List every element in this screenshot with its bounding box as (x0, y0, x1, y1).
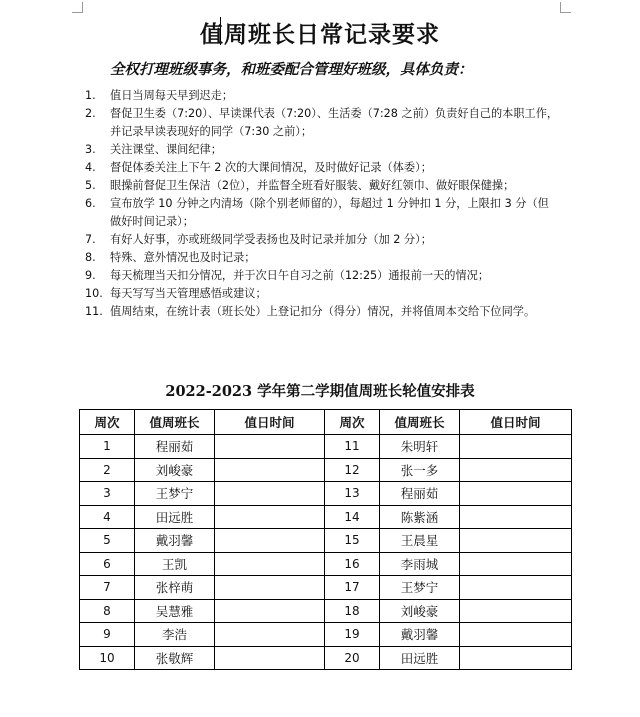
monitor-name-cell: 田远胜 (380, 646, 460, 670)
duty-time-cell (460, 552, 572, 576)
rule-text: 特殊、意外情况也及时记录； (110, 251, 256, 264)
duty-time-cell (215, 623, 325, 647)
monitor-name-cell: 张敬辉 (135, 646, 215, 670)
week-cell: 19 (325, 623, 380, 647)
week-cell: 16 (325, 552, 380, 576)
duty-time-cell (215, 646, 325, 670)
week-cell: 2 (80, 458, 135, 482)
document-subtitle: 全权打理班级事务，和班委配合管理好班级，具体负责： (110, 62, 473, 78)
duty-time-cell (460, 505, 572, 529)
week-cell: 7 (80, 576, 135, 600)
duty-time-cell (215, 599, 325, 623)
header-duty-time: 值日时间 (215, 410, 325, 435)
rule-item (85, 231, 585, 249)
table-row (80, 529, 572, 553)
week-cell: 15 (325, 529, 380, 553)
monitor-name-cell: 王凯 (135, 552, 215, 576)
monitor-name-cell: 王晨星 (380, 529, 460, 553)
duty-time-cell (215, 505, 325, 529)
table-row (80, 482, 572, 506)
rule-number: 1. (85, 89, 96, 102)
duty-time-cell (215, 529, 325, 553)
duty-time-cell (460, 646, 572, 670)
header-monitor: 值周班长 (135, 410, 215, 435)
schedule-table (79, 409, 572, 670)
duty-time-cell (460, 599, 572, 623)
week-cell: 6 (80, 552, 135, 576)
week-cell: 4 (80, 505, 135, 529)
monitor-name-cell: 李雨城 (380, 552, 460, 576)
monitor-name-cell: 戴羽馨 (380, 623, 460, 647)
page-corner-mark-right (560, 2, 571, 13)
monitor-name-cell: 王梦宁 (380, 576, 460, 600)
rule-text: 每天写写当天管理感悟或建议； (110, 287, 267, 300)
rule-number: 6. (85, 197, 96, 210)
rule-number: 2. (85, 107, 96, 120)
monitor-name-cell: 吴慧雅 (135, 599, 215, 623)
rule-number: 8. (85, 251, 96, 264)
rule-text: 值日当周每天早到迟走； (110, 89, 234, 102)
rule-text: 督促体委关注上下午 2 次的大课间情况，及时做好记录（体委）； (110, 161, 432, 174)
table-row (80, 458, 572, 482)
header-monitor: 值周班长 (380, 410, 460, 435)
rule-text: 督促卫生委（7:20）、早读课代表（7:20）、生活委（7:28 之前）负责好自己的本职工作， (110, 107, 559, 120)
monitor-name-cell: 程丽茹 (135, 435, 215, 459)
rule-text: 做好时间记录）； (110, 215, 194, 228)
header-week: 周次 (325, 410, 380, 435)
week-cell: 17 (325, 576, 380, 600)
duty-time-cell (215, 576, 325, 600)
week-cell: 10 (80, 646, 135, 670)
document-title: 值周班长日常记录要求 (200, 22, 440, 48)
rule-text: 宣布放学 10 分钟之内清场（除个别老师留的），每超过 1 分钟扣 1 分，上限扣 3 分（但 (110, 197, 549, 210)
rule-item (85, 195, 585, 231)
monitor-name-cell: 田远胜 (135, 505, 215, 529)
monitor-name-cell: 张一多 (380, 458, 460, 482)
rule-item (85, 267, 585, 285)
week-cell: 18 (325, 599, 380, 623)
monitor-name-cell: 戴羽馨 (135, 529, 215, 553)
duty-time-cell (215, 458, 325, 482)
rule-number: 7. (85, 233, 96, 246)
duty-time-cell (460, 458, 572, 482)
rule-item (85, 285, 585, 303)
rule-number: 9. (85, 269, 96, 282)
rule-number: 3. (85, 143, 96, 156)
schedule-table-title: 2022-2023 学年第二学期值周班长轮值安排表 (165, 383, 475, 400)
week-cell: 8 (80, 599, 135, 623)
duty-time-cell (215, 552, 325, 576)
table-row (80, 599, 572, 623)
duty-time-cell (215, 435, 325, 459)
monitor-name-cell: 刘峻豪 (380, 599, 460, 623)
monitor-name-cell: 陈紫涵 (380, 505, 460, 529)
duty-time-cell (215, 482, 325, 506)
week-cell: 14 (325, 505, 380, 529)
week-cell: 11 (325, 435, 380, 459)
duty-time-cell (460, 576, 572, 600)
rule-text: 有好人好事，亦或班级同学受表扬也及时记录并加分（加 2 分）； (110, 233, 432, 246)
week-cell: 5 (80, 529, 135, 553)
week-cell: 12 (325, 458, 380, 482)
duty-time-cell (460, 435, 572, 459)
rule-text: 眼操前督促卫生保洁（2位），并监督全班看好服装、戴好红领巾、做好眼保健操； (110, 179, 515, 192)
week-cell: 9 (80, 623, 135, 647)
monitor-name-cell: 王梦宁 (135, 482, 215, 506)
rule-item (85, 159, 585, 177)
rule-item (85, 105, 585, 141)
rule-text: 值周结束，在统计表（班长处）上登记扣分（得分）情况，并将值周本交给下位同学。 (110, 305, 536, 318)
table-header-row (80, 410, 572, 435)
header-week: 周次 (80, 410, 135, 435)
rule-item (85, 303, 585, 321)
week-cell: 13 (325, 482, 380, 506)
table-row (80, 435, 572, 459)
rule-text: 每天梳理当天扣分情况，并于次日午自习之前（12:25）通报前一天的情况； (110, 269, 490, 282)
rule-number: 4. (85, 161, 96, 174)
duty-time-cell (460, 482, 572, 506)
monitor-name-cell: 朱明轩 (380, 435, 460, 459)
table-row (80, 646, 572, 670)
rule-item (85, 87, 585, 105)
rule-text: 关注课堂、课间纪律； (110, 143, 222, 156)
rules-list (85, 87, 585, 321)
rule-number: 5. (85, 179, 96, 192)
rule-item (85, 141, 585, 159)
rule-text: 并记录早读表现好的同学（7:30 之前）； (110, 125, 313, 138)
duty-time-cell (460, 529, 572, 553)
duty-time-cell (460, 623, 572, 647)
table-row (80, 505, 572, 529)
week-cell: 3 (80, 482, 135, 506)
rule-number: 11. (85, 305, 103, 318)
table-row (80, 576, 572, 600)
rule-item (85, 177, 585, 195)
table-row (80, 623, 572, 647)
monitor-name-cell: 刘峻豪 (135, 458, 215, 482)
week-cell: 1 (80, 435, 135, 459)
monitor-name-cell: 张梓萌 (135, 576, 215, 600)
week-cell: 20 (325, 646, 380, 670)
monitor-name-cell: 李浩 (135, 623, 215, 647)
header-duty-time: 值日时间 (460, 410, 572, 435)
table-row (80, 552, 572, 576)
rule-number: 10. (85, 287, 103, 300)
page-corner-mark-left (72, 2, 83, 13)
rule-item (85, 249, 585, 267)
monitor-name-cell: 程丽茹 (380, 482, 460, 506)
